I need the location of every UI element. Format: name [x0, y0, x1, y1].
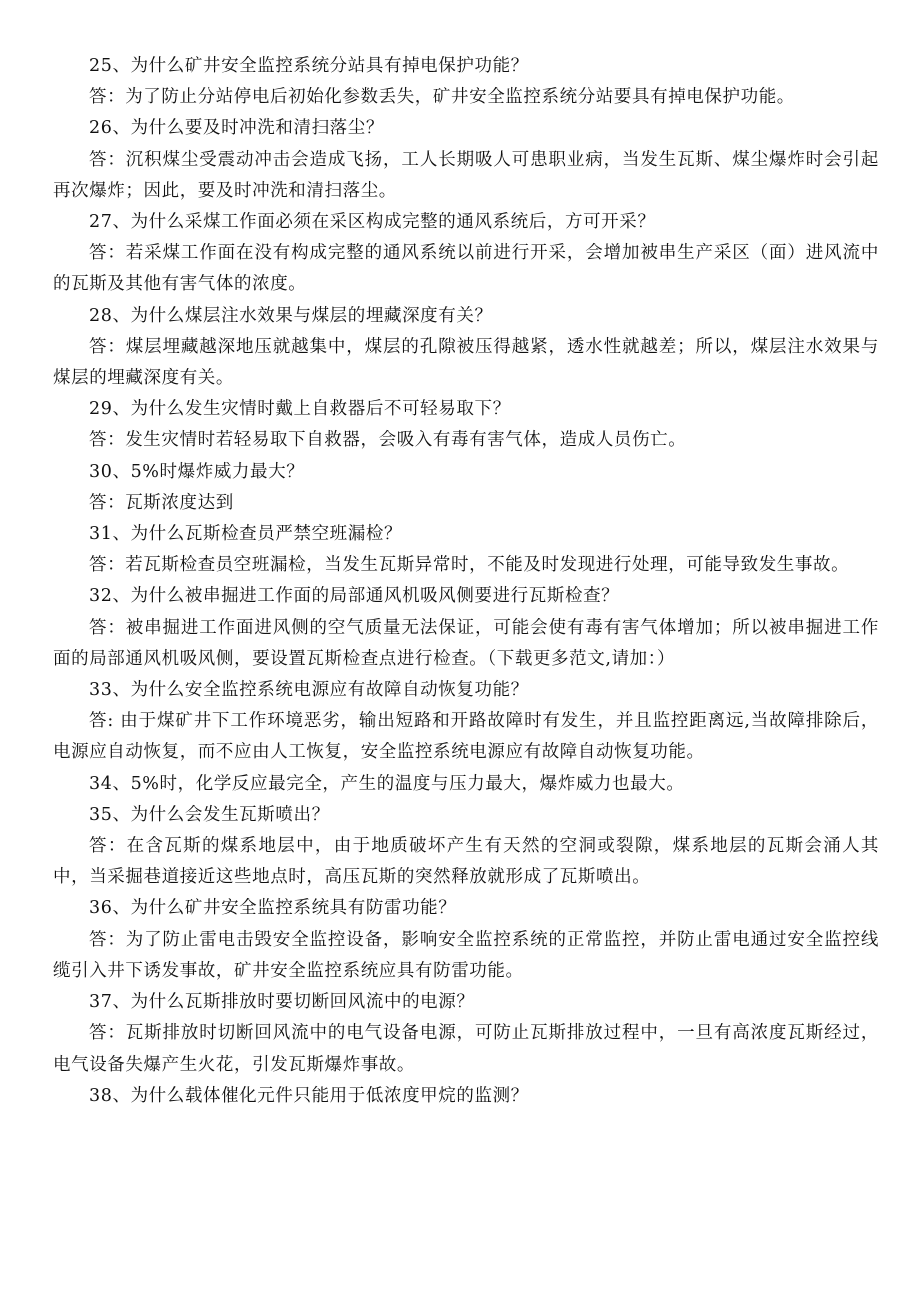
question-30: 30、5%时爆炸威力最大？	[89, 461, 305, 482]
document-page	[53, 51, 879, 1112]
question-32: 32、为什么被串掘进工作面的局部通风机吸风侧要进行瓦斯检查？	[89, 586, 620, 607]
answer-32: 答：被串掘进工作面进风侧的空气质量无法保证，可能会使有毒有害气体增加；所以被串掘进工作面的局部通风机吸风侧，要设置瓦斯检查点进行检查。（下载更多范文,请加：）	[53, 617, 879, 669]
answer-33: 答: 由于煤矿井下工作环境恶劣，输出短路和开路故障时有发生，并且监控距离远,当故障排除后，电源应自动恢复，而不应由人工恢复，安全监控系统电源应有故障自动恢复功能。	[53, 711, 879, 763]
question-37: 37、为什么瓦斯排放时要切断回风流中的电源？	[89, 992, 475, 1013]
answer-30: 答：瓦斯浓度达到	[89, 492, 234, 513]
answer-25: 答：为了防止分站停电后初始化参数丢失，矿井安全监控系统分站要具有掉电保护功能。	[89, 87, 795, 108]
item-34: 34、5%时，化学反应最完全，产生的温度与压力最大，爆炸威力也最大。	[89, 773, 685, 794]
answer-31: 答：若瓦斯检查员空班漏检，当发生瓦斯异常时，不能及时发现进行处理，可能导致发生事故。	[89, 555, 850, 576]
question-33: 33、为什么安全监控系统电源应有故障自动恢复功能？	[89, 680, 529, 701]
question-35: 35、为什么会发生瓦斯喷出？	[89, 804, 330, 825]
answer-35: 答：在含瓦斯的煤系地层中，由于地质破坏产生有天然的空洞或裂隙，煤系地层的瓦斯会涌人其中，当采掘巷道接近这些地点时，高压瓦斯的突然释放就形成了瓦斯喷出。	[53, 836, 879, 888]
question-28: 28、为什么煤层注水效果与煤层的埋藏深度有关？	[89, 305, 493, 326]
answer-27: 答：若采煤工作面在没有构成完整的通风系统以前进行开采，会增加被串生产采区（面）进风流中的瓦斯及其他有害气体的浓度。	[53, 243, 879, 295]
question-38: 38、为什么载体催化元件只能用于低浓度甲烷的监测？	[89, 1085, 529, 1106]
answer-37: 答：瓦斯排放时切断回风流中的电气设备电源，可防止瓦斯排放过程中，一旦有高浓度瓦斯经过，电气设备失爆产生火花，引发瓦斯爆炸事故。	[53, 1023, 879, 1075]
answer-36: 答：为了防止雷电击毁安全监控设备，影响安全监控系统的正常监控，并防止雷电通过安全监控线缆引入井下诱发事故，矿井安全监控系统应具有防雷功能。	[53, 929, 879, 981]
question-31: 31、为什么瓦斯检查员严禁空班漏检？	[89, 524, 403, 545]
question-25: 25、为什么矿井安全监控系统分站具有掉电保护功能？	[89, 56, 529, 76]
question-26: 26、为什么要及时冲洗和清扫落尘？	[89, 118, 384, 139]
question-27: 27、为什么采煤工作面必须在采区构成完整的通风系统后，方可开采？	[89, 212, 656, 233]
answer-29: 答：发生灾情时若轻易取下自救器，会吸入有毒有害气体，造成人员伤亡。	[89, 430, 687, 451]
answer-26: 答：沉积煤尘受震动冲击会造成飞扬，工人长期吸人可患职业病，当发生瓦斯、煤尘爆炸时会引起再次爆炸；因此，要及时冲洗和清扫落尘。	[53, 149, 879, 201]
answer-28: 答：煤层埋藏越深地压就越集中，煤层的孔隙被压得越紧，透水性就越差；所以，煤层注水效果与煤层的埋藏深度有关。	[53, 336, 879, 389]
question-29: 29、为什么发生灾情时戴上自救器后不可轻易取下？	[89, 399, 511, 420]
question-36: 36、为什么矿井安全监控系统具有防雷功能？	[89, 898, 457, 919]
